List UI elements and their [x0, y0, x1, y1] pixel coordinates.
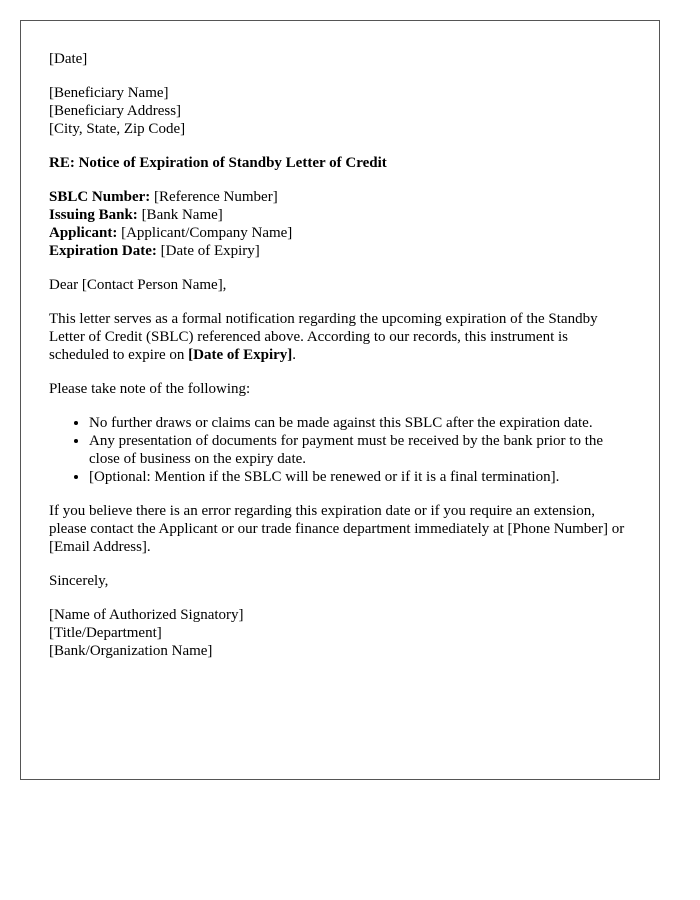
issuing-bank-row	[49, 206, 631, 224]
letter-date	[49, 50, 631, 68]
notes-intro	[49, 380, 631, 398]
intro-paragraph	[49, 310, 631, 364]
applicant-value: [Applicant/Company Name]	[121, 225, 293, 241]
recipient-block	[49, 84, 631, 138]
subject-text: RE: Notice of Expiration of Standby Letter of Credit	[49, 155, 387, 171]
issuing-bank-label: Issuing Bank:	[49, 207, 138, 223]
intro-text-end: .	[292, 347, 297, 363]
list-item: • [Optional: Mention if the SBLC will be renewed or if it is a final termination].	[89, 468, 631, 486]
sblc-number-value: [Reference Number]	[154, 189, 278, 205]
signatory-title: [Title/Department]	[49, 625, 162, 641]
date-text: [Date]	[49, 51, 88, 67]
beneficiary-city-state-zip: [City, State, Zip Code]	[49, 121, 186, 137]
beneficiary-address: [Beneficiary Address]	[49, 103, 182, 119]
list-item: • Any presentation of documents for payment must be received by the bank prior to the close of business on the expiry date.	[89, 432, 631, 468]
contact-text: If you believe there is an error regarding this expiration date or if you require an extension, please contact the Applicant or our trade finance department immediately at [Phone Number] or [Email Address].	[49, 503, 625, 555]
issuing-bank-value: [Bank Name]	[141, 207, 223, 223]
salutation	[49, 276, 631, 294]
sblc-number-row	[49, 188, 631, 206]
signatory-name: [Name of Authorized Signatory]	[49, 607, 244, 623]
expiration-date-label: Expiration Date:	[49, 243, 157, 259]
intro-expiry-date: [Date of Expiry]	[188, 347, 293, 363]
signatory-organization: [Bank/Organization Name]	[49, 643, 213, 659]
expiration-date-value: [Date of Expiry]	[160, 243, 260, 259]
beneficiary-name: [Beneficiary Name]	[49, 85, 169, 101]
subject-line	[49, 154, 631, 172]
salutation-text: Dear [Contact Person Name],	[49, 277, 227, 293]
signature-block	[49, 606, 631, 660]
closing	[49, 572, 631, 590]
sblc-number-label: SBLC Number:	[49, 189, 151, 205]
notes-list	[49, 414, 631, 486]
list-item: • No further draws or claims can be made against this SBLC after the expiration date.	[89, 414, 631, 432]
closing-text: Sincerely,	[49, 573, 109, 589]
applicant-label: Applicant:	[49, 225, 118, 241]
letter-page	[20, 20, 660, 780]
contact-paragraph	[49, 502, 631, 556]
applicant-row	[49, 224, 631, 242]
intro-text: This letter serves as a formal notification regarding the upcoming expiration of the Standby Letter of Credit (SBLC) referenced above. According to our records, this instrument is scheduled to expire on	[49, 311, 598, 363]
details-block	[49, 188, 631, 260]
expiration-date-row	[49, 242, 631, 260]
notes-intro-text: Please take note of the following:	[49, 381, 251, 397]
